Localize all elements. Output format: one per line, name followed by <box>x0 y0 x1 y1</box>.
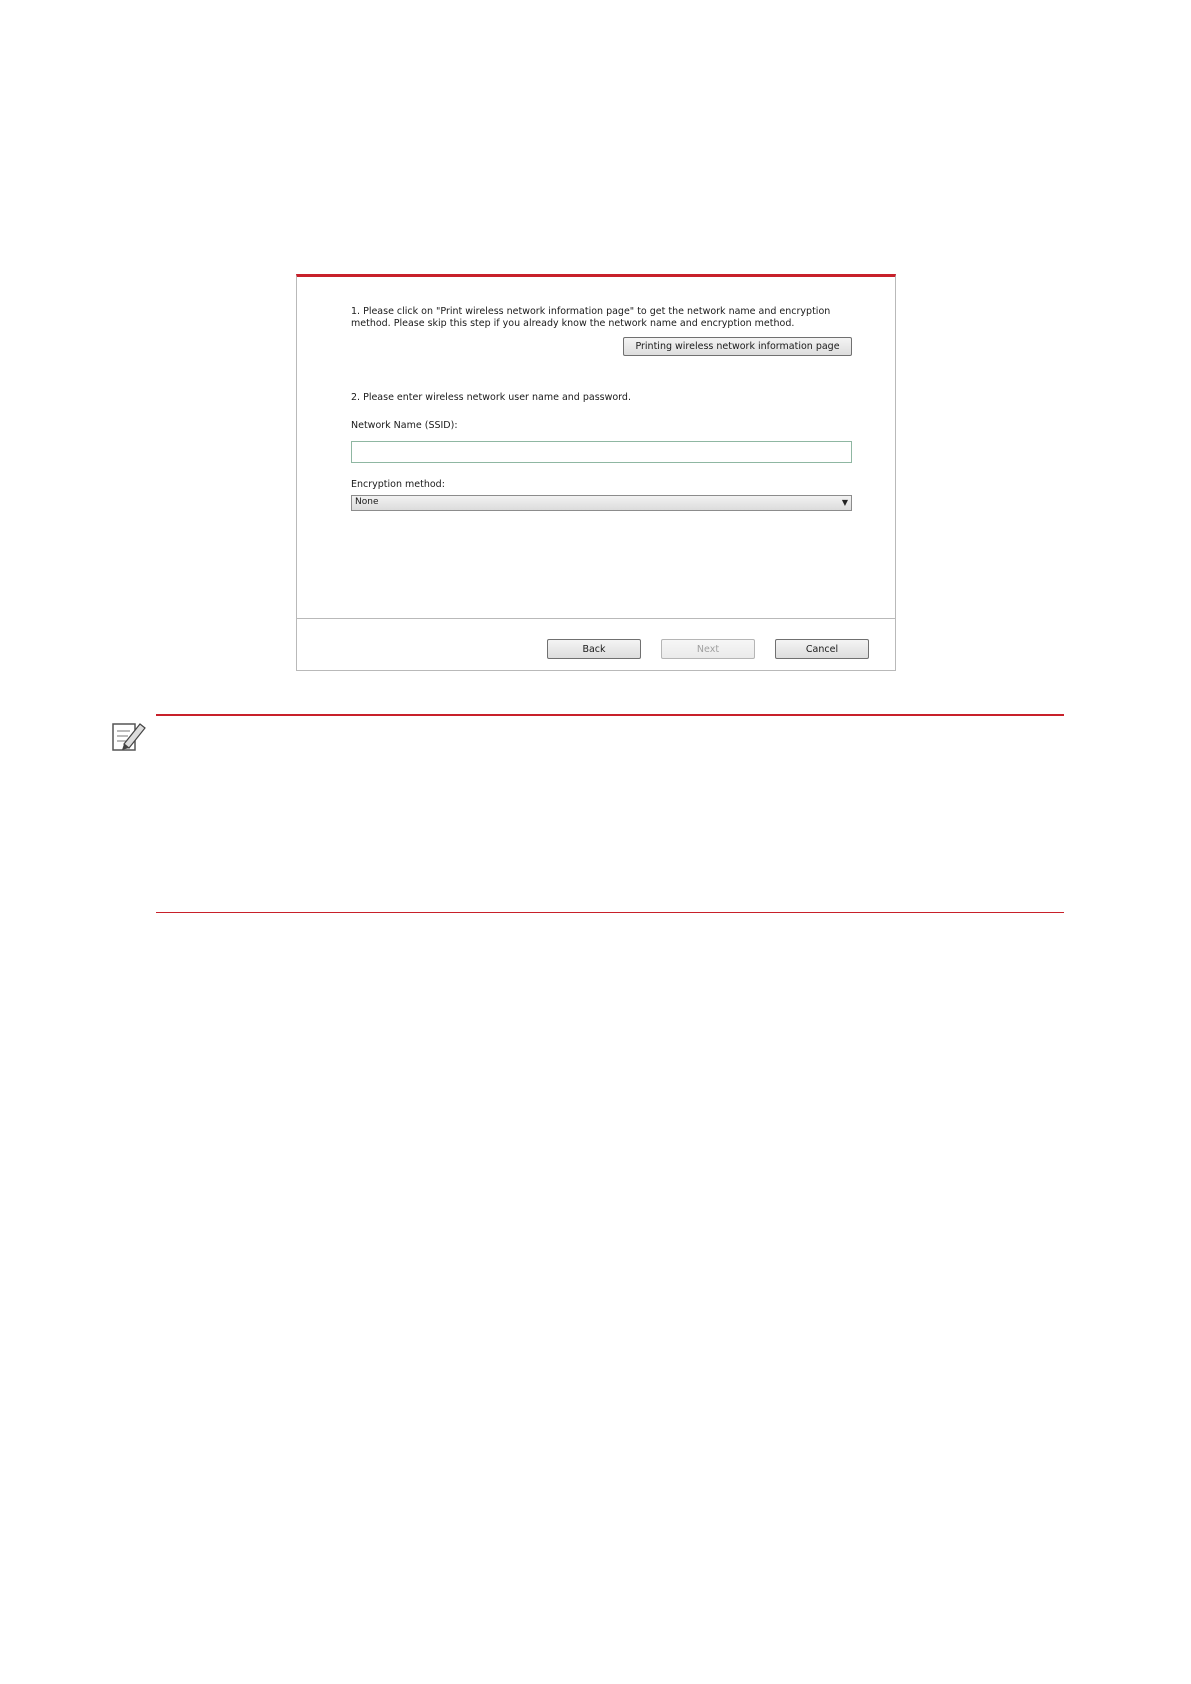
step2-instruction: 2. Please enter wireless network user name and password. <box>351 392 631 403</box>
ssid-input[interactable] <box>351 441 852 463</box>
footer-divider <box>297 618 895 619</box>
chevron-down-icon: ▼ <box>841 498 848 507</box>
note-bottom-rule <box>156 912 1064 913</box>
encryption-selected-value: None <box>355 497 379 507</box>
ssid-label: Network Name (SSID): <box>351 420 458 431</box>
back-button[interactable]: Back <box>547 639 641 659</box>
encryption-label: Encryption method: <box>351 479 445 490</box>
note-pencil-icon <box>110 718 150 756</box>
cancel-button[interactable]: Cancel <box>775 639 869 659</box>
next-button[interactable]: Next <box>661 639 755 659</box>
encryption-method-select[interactable] <box>351 495 852 511</box>
step1-instruction: 1. Please click on "Print wireless network information page" to get the network name and encryption method. Please skip this step if you already know the network name and encryption method. <box>351 306 831 329</box>
wireless-setup-dialog <box>296 274 896 671</box>
note-top-rule <box>156 714 1064 716</box>
print-network-info-button[interactable]: Printing wireless network information page <box>623 337 852 356</box>
